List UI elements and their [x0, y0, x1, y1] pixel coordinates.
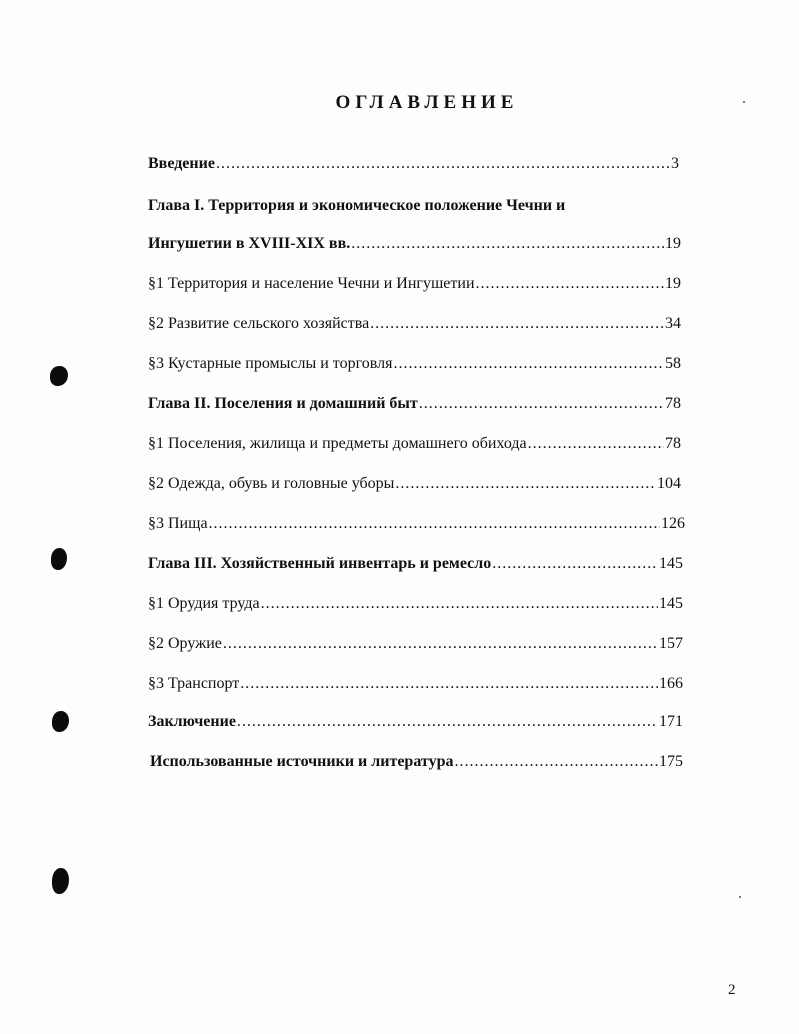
- toc-leader-dots: [223, 634, 658, 654]
- toc-entry-bibliography[interactable]: [150, 752, 683, 772]
- toc-entry-introduction[interactable]: [148, 154, 679, 174]
- toc-leader-dots: [419, 394, 664, 414]
- toc-entry-label: §2 Развитие сельского хозяйства: [148, 315, 370, 332]
- toc-entry-section[interactable]: [148, 594, 683, 614]
- toc-entry-chapter-3[interactable]: [148, 554, 683, 574]
- toc-entry-label: Введение: [148, 155, 215, 172]
- toc-entry-page: 58: [665, 355, 681, 372]
- toc-entry-page: 171: [659, 713, 683, 730]
- toc-entry-chapter-1-line-1[interactable]: [148, 196, 683, 216]
- toc-entry-page: 3: [671, 155, 679, 172]
- toc-leader-dots: [476, 274, 664, 294]
- toc-entry-label: §1 Поселения, жилища и предметы домашнего обихода: [148, 435, 527, 452]
- toc-entry-page: 145: [659, 595, 683, 612]
- toc-entry-conclusion[interactable]: [148, 712, 683, 732]
- toc-entry-label: §2 Одежда, обувь и головные уборы: [148, 475, 395, 492]
- toc-leader-dots: [261, 594, 658, 614]
- toc-entry-label: §1 Территория и население Чечни и Ингушетии: [148, 275, 475, 292]
- toc-entry-page: 104: [657, 475, 681, 492]
- toc-entry-page: 145: [659, 555, 683, 572]
- toc-leader-dots: [216, 154, 670, 174]
- toc-entry-section[interactable]: [148, 634, 683, 654]
- toc-entry-page: 34: [665, 315, 681, 332]
- toc-leader-dots: [395, 474, 656, 494]
- toc-entry-page: 78: [665, 435, 681, 452]
- toc-entry-label: Использованные источники и литература: [150, 753, 454, 770]
- toc-entry-page: 19: [665, 235, 681, 252]
- page-number: 2: [728, 982, 736, 998]
- toc-leader-dots: [351, 234, 664, 254]
- toc-leader-dots: [370, 314, 664, 334]
- scan-speck: [743, 101, 745, 103]
- toc-entry-label: §3 Кустарные промыслы и торговля: [148, 355, 393, 372]
- punch-hole-mark: [52, 711, 69, 732]
- toc-entry-label: §3 Пища: [148, 515, 208, 532]
- toc-entry-chapter-1-line-2[interactable]: [148, 234, 681, 254]
- toc-entry-section[interactable]: [148, 474, 681, 494]
- page-title: ОГЛАВЛЕНИЕ: [335, 92, 519, 113]
- punch-hole-mark: [52, 868, 69, 894]
- toc-entry-section[interactable]: [148, 354, 681, 374]
- toc-leader-dots: [454, 752, 658, 772]
- punch-hole-mark: [51, 548, 67, 570]
- toc-entry-page: 157: [659, 635, 683, 652]
- toc-leader-dots: [492, 554, 658, 574]
- toc-leader-dots: [237, 712, 658, 732]
- toc-entry-section[interactable]: [148, 274, 681, 294]
- toc-entry-label: Глава III. Хозяйственный инвентарь и ремесло: [148, 555, 492, 572]
- toc-entry-label: Ингушетии в XVIII-XIX вв.: [148, 235, 351, 252]
- toc-leader-dots: [209, 514, 660, 534]
- toc-entry-chapter-2[interactable]: [148, 394, 681, 414]
- toc-entry-page: 19: [665, 275, 681, 292]
- toc-entry-page: 175: [659, 753, 683, 770]
- toc-entry-section[interactable]: [148, 434, 681, 454]
- toc-entry-page: 126: [661, 515, 685, 532]
- toc-leader-dots: [393, 354, 664, 374]
- toc-entry-page: 78: [665, 395, 681, 412]
- toc-entry-section[interactable]: [148, 674, 683, 694]
- toc-entry-section[interactable]: [148, 514, 685, 534]
- toc-leader-dots: [528, 434, 664, 454]
- punch-hole-mark: [50, 366, 68, 386]
- toc-leader-dots: [240, 674, 658, 694]
- toc-entry-label: §1 Орудия труда: [148, 595, 260, 612]
- toc-entry-label: Глава I. Территория и экономическое положение Чечни и: [148, 197, 566, 214]
- toc-entry-label: §3 Транспорт: [148, 675, 240, 692]
- toc-entry-section[interactable]: [148, 314, 681, 334]
- toc-entry-label: Глава II. Поселения и домашний быт: [148, 395, 418, 412]
- toc-entry-label: §2 Оружие: [148, 635, 222, 652]
- toc-entry-label: Заключение: [148, 713, 236, 730]
- scan-speck: [739, 896, 741, 898]
- toc-entry-page: 166: [659, 675, 683, 692]
